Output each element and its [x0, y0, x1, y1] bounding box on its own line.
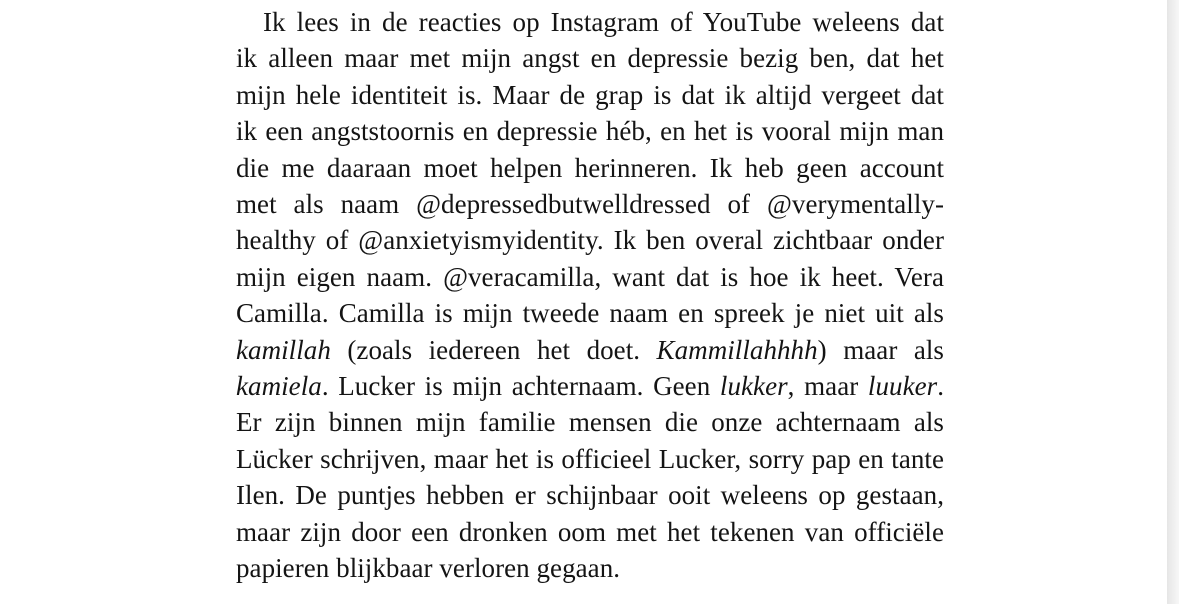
- text-segment: papieren blijkbaar verloren gegaan.: [236, 553, 621, 584]
- text-segment: healthy of @anxietyismyidentity. Ik ben overal zichtbaar onder: [236, 225, 944, 256]
- text-line: [236, 150, 944, 186]
- text-segment: . Lucker is mijn achternaam. Geen: [321, 371, 720, 402]
- text-segment: .: [937, 371, 945, 402]
- text-segment: , maar: [787, 371, 868, 402]
- italic-text-segment: kamiela: [236, 371, 322, 402]
- text-segment: die me daaraan moet helpen herinneren. Ik heb geen account: [236, 152, 944, 183]
- text-segment: met als naam @depressedbutwelldressed of @verymentally-: [236, 189, 944, 220]
- text-segment: ik een angststoornis en depressie héb, en het is vooral mijn man: [236, 116, 944, 147]
- text-segment: (zoals iedereen het doet.: [330, 334, 657, 365]
- text-segment: maar zijn door een dronken oom met het tekenen van officiële: [236, 516, 944, 547]
- text-line: [236, 295, 944, 331]
- text-line: [236, 4, 944, 40]
- text-line: [236, 550, 944, 586]
- text-line: [236, 259, 944, 295]
- text-segment: mijn hele identiteit is. Maar de grap is dat ik altijd vergeet dat: [236, 79, 944, 110]
- italic-text-segment: Kammillahhhh: [656, 334, 818, 365]
- text-segment: Camilla. Camilla is mijn tweede naam en spreek je niet uit als: [236, 298, 944, 329]
- text-line: [236, 113, 944, 149]
- text-line: [236, 77, 944, 113]
- text-segment: Ik lees in de reacties op Instagram of YouTube weleens dat: [263, 7, 944, 37]
- italic-text-segment: lukker: [719, 371, 788, 402]
- text-line: [236, 441, 944, 477]
- book-paragraph: [236, 4, 944, 587]
- text-line: [236, 404, 944, 440]
- page-edge: [1167, 0, 1179, 604]
- text-line: [236, 40, 944, 76]
- text-line: [236, 332, 944, 368]
- text-line: [236, 514, 944, 550]
- text-segment: Er zijn binnen mijn familie mensen die onze achternaam als: [236, 407, 944, 438]
- text-segment: Lücker schrijven, maar het is officieel Lucker, sorry pap en tante: [236, 443, 944, 474]
- italic-text-segment: luuker: [867, 371, 938, 402]
- text-segment: ik alleen maar met mijn angst en depressie bezig ben, dat het: [236, 43, 944, 74]
- text-segment: Ilen. De puntjes hebben er schijnbaar ooit weleens op gestaan,: [236, 480, 944, 511]
- text-line: [236, 222, 944, 258]
- text-segment: mijn eigen naam. @veracamilla, want dat is hoe ik heet. Vera: [236, 261, 944, 292]
- text-line: [236, 477, 944, 513]
- text-line: [236, 368, 944, 404]
- text-segment: ) maar als: [817, 334, 944, 365]
- italic-text-segment: kamillah: [236, 334, 331, 365]
- text-line: [236, 186, 944, 222]
